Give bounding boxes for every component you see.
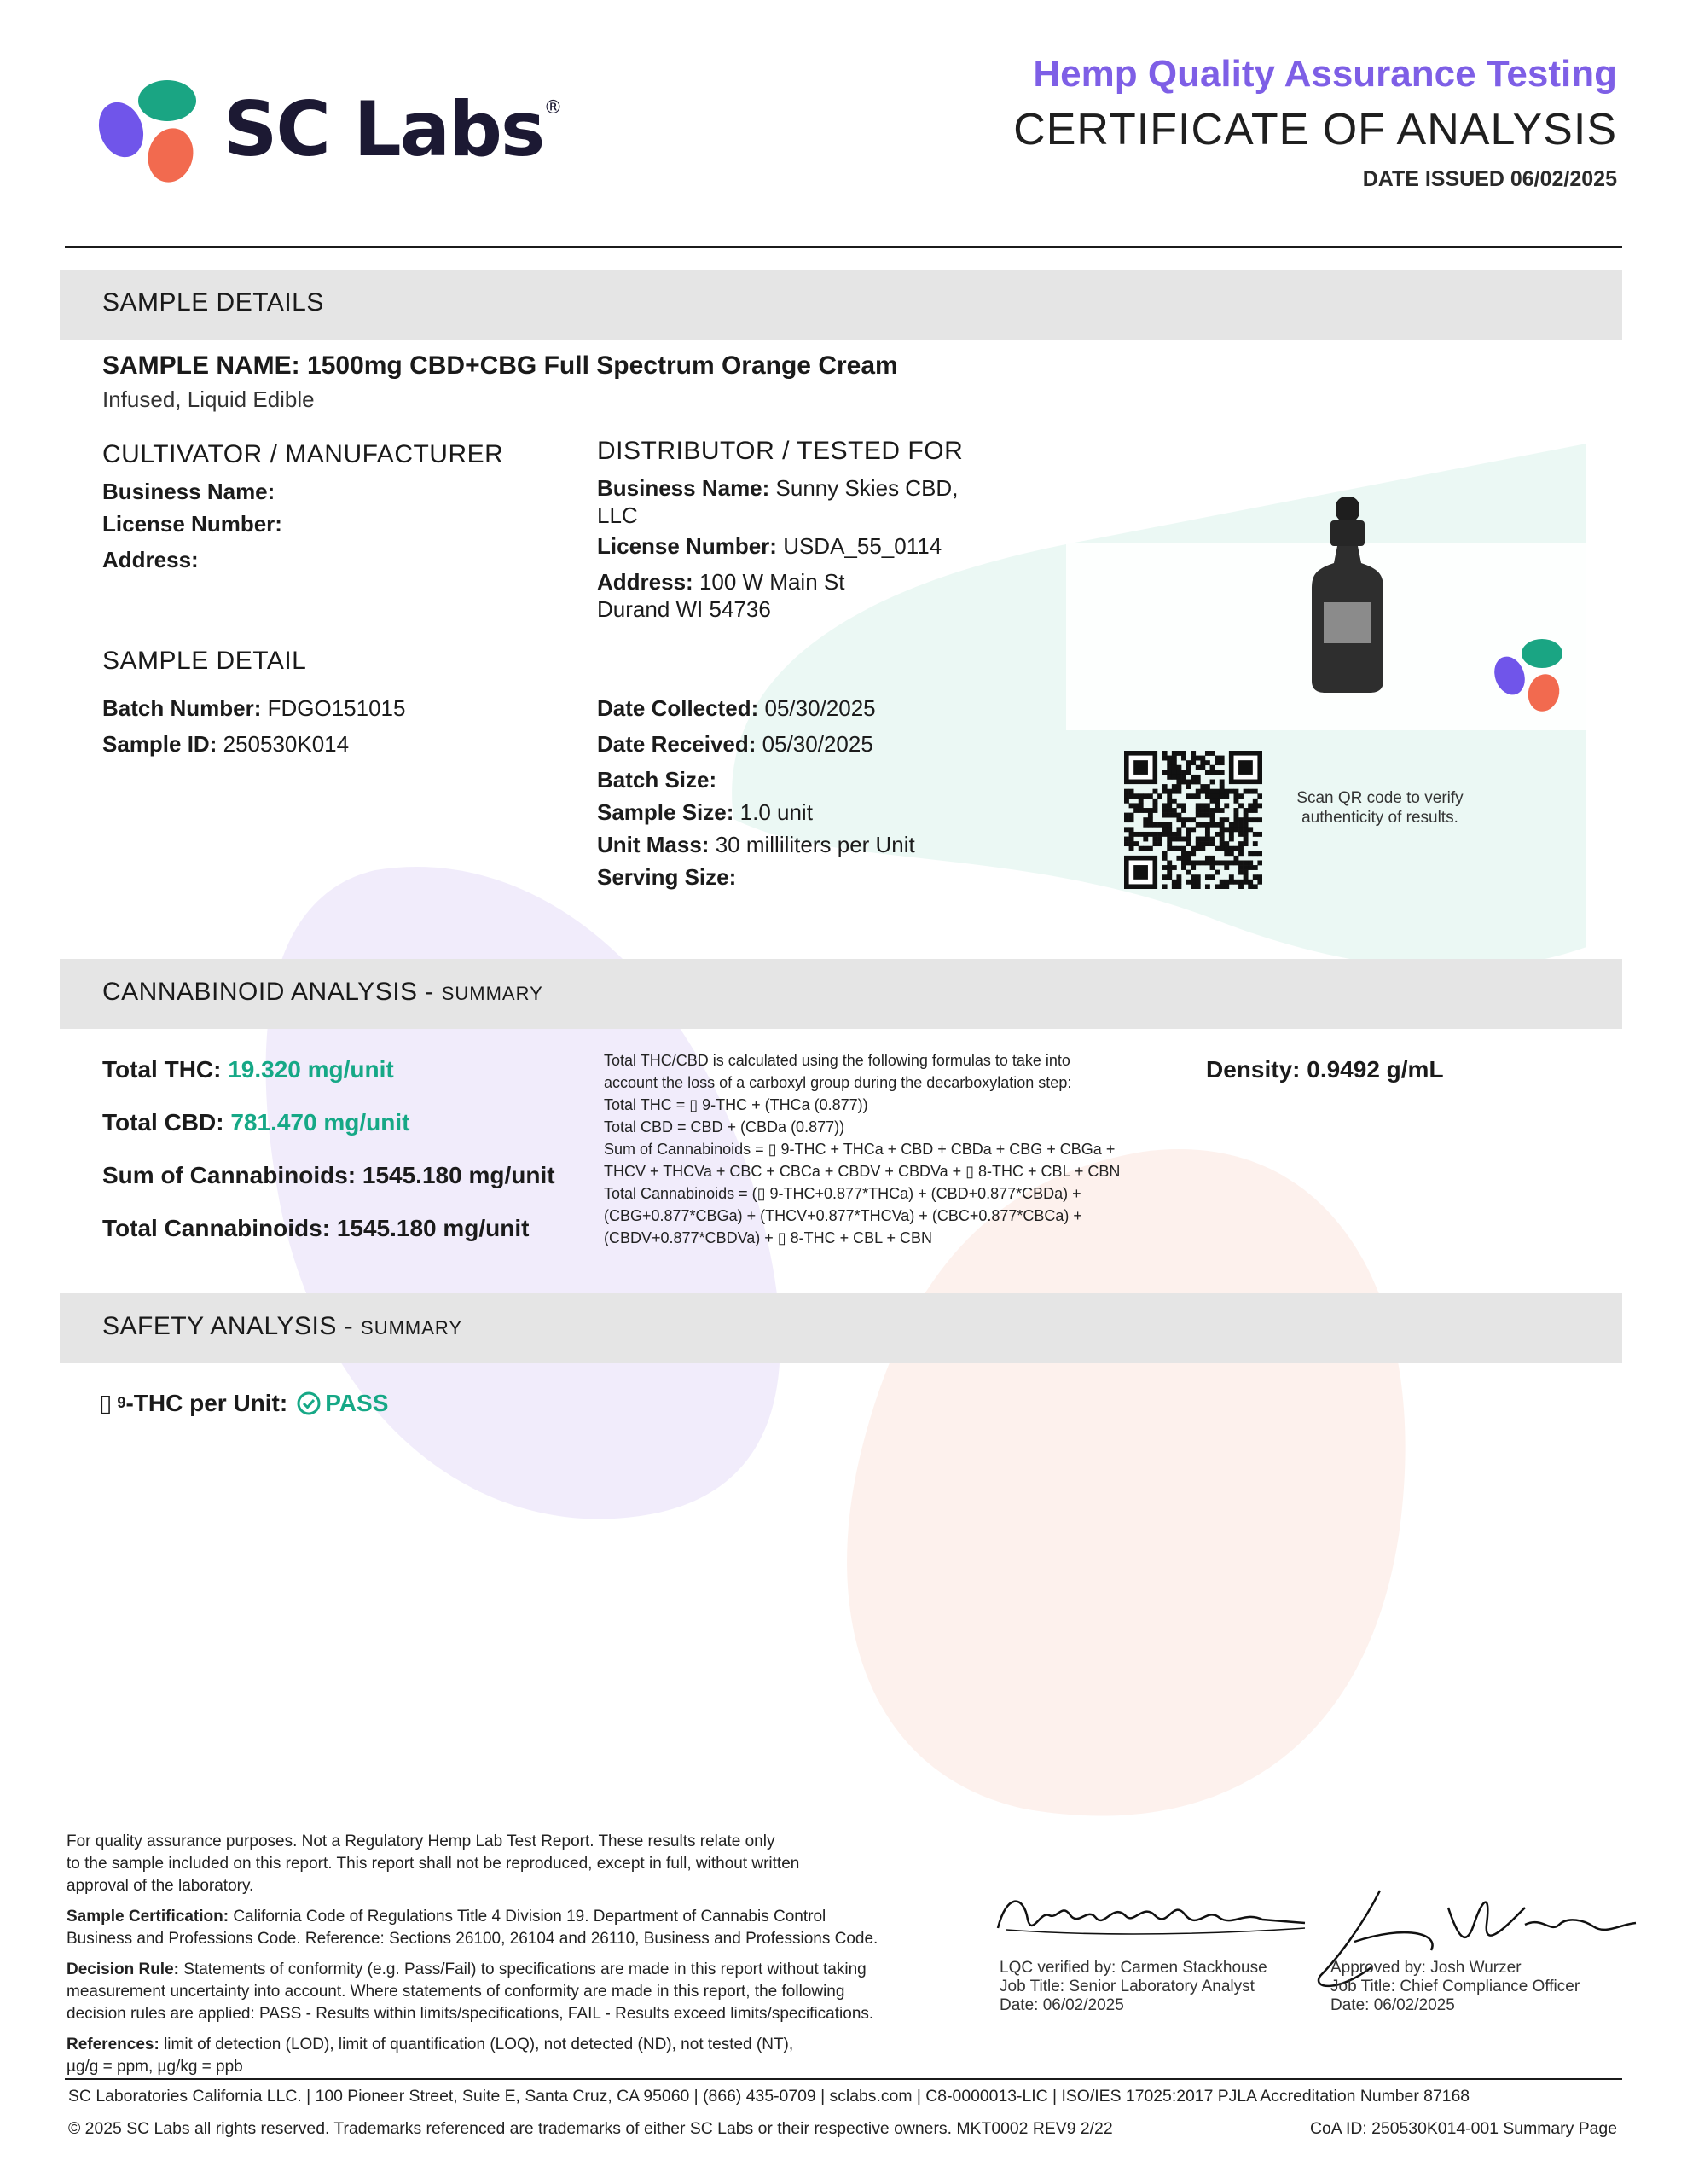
signature-carmen-stackhouse	[989, 1877, 1313, 1954]
decision-rule: Decision Rule: Statements of conformity (e.g. Pass/Fail) to specifications are made in this report without taking measurement uncertainty into account. Where statements of conformity are made in this report, the following decision rules are applied: PASS - Results within limits/specifications, FAIL - Results exceed limits/specifications.	[67, 1960, 874, 2023]
formula-line: account the loss of a carboxyl group during the decarboxylation step:	[604, 1074, 1072, 1091]
product-bottle-image	[1305, 491, 1390, 696]
total-cbd: Total CBD: 781.470 mg/unit	[102, 1109, 410, 1136]
formula-notes	[604, 1049, 1201, 1249]
header-subtitle: Hemp Quality Assurance Testing	[1033, 53, 1617, 95]
cannabinoid-band	[60, 959, 1622, 1029]
header-divider	[65, 246, 1622, 248]
header-title: CERTIFICATE OF ANALYSIS	[1013, 105, 1617, 154]
sum-of-cannabinoids: Sum of Cannabinoids: 1545.180 mg/unit	[102, 1162, 555, 1188]
sample-details-band	[60, 270, 1622, 340]
disclaimer: For quality assurance purposes. Not a Regulatory Hemp Lab Test Report. These results relate only to the sample included on this report. This report shall not be reproduced, except in full, without written approval of the laboratory.	[67, 1833, 800, 1895]
footer-divider	[65, 2078, 1622, 2080]
safety-thc-per-unit: ▯ 9 -THC per Unit: PASS	[99, 1389, 389, 1416]
formula-line: Total THC = ▯ 9-THC + (THCa (0.877))	[604, 1096, 868, 1113]
copyright: © 2025 SC Labs all rights reserved. Trademarks referenced are trademarks of either SC Labs or their respective owners. MKT0002 REV9 2/22	[68, 2119, 1113, 2138]
peach-blob	[847, 1149, 1406, 1815]
logo-wordmark: SC Labs®	[223, 85, 561, 173]
sc-labs-logo-icon	[96, 77, 206, 188]
cannabinoid-title: CANNABINOID ANALYSIS - SUMMARY	[102, 978, 543, 1006]
cultivator-address: Address:	[102, 547, 199, 572]
distributor-license-number: License Number: USDA_55_0114	[597, 533, 942, 559]
qr-caption: Scan QR code to verify authenticity of results.	[1296, 789, 1464, 827]
safety-title: SAFETY ANALYSIS - SUMMARY	[102, 1312, 463, 1340]
signature-left-block: LQC verified by: Carmen Stackhouse Job Title: Senior Laboratory Analyst Date: 06/02/2025	[1000, 1959, 1267, 2014]
batch-number: Batch Number: FDGO151015	[102, 695, 406, 721]
qr-code[interactable]	[1124, 751, 1262, 889]
distributor-address: Address: 100 W Main St Durand WI 54736	[597, 569, 845, 622]
sample-details-title: SAMPLE DETAILS	[102, 288, 324, 317]
formula-line: Total Cannabinoids = (▯ 9-THC+0.877*THCa) + (CBD+0.877*CBDa) +	[604, 1185, 1081, 1202]
date-received: Date Received: 05/30/2025	[597, 731, 873, 757]
batch-size: Batch Size:	[597, 767, 717, 793]
unit-mass: Unit Mass: 30 milliliters per Unit	[597, 832, 915, 857]
sample-type: Infused, Liquid Edible	[102, 386, 315, 412]
formula-line: THCV + THCVa + CBC + CBCa + CBDV + CBDVa + ▯ 8-THC + CBL + CBN	[604, 1163, 1121, 1180]
serving-size: Serving Size:	[597, 864, 737, 890]
safety-band	[60, 1293, 1622, 1363]
sample-size: Sample Size: 1.0 unit	[597, 799, 813, 825]
formula-line: Total THC/CBD is calculated using the following formulas to take into	[604, 1052, 1070, 1069]
pass-result: PASS	[325, 1389, 389, 1416]
formula-line: Sum of Cannabinoids = ▯ 9-THC + THCa + CBD + CBDa + CBG + CBGa +	[604, 1141, 1116, 1158]
signature-right-block: Approved by: Josh Wurzer Job Title: Chief Compliance Officer Date: 06/02/2025	[1330, 1959, 1580, 2014]
formula-line: (CBDV+0.877*CBDVa) + ▯ 8-THC + CBL + CBN	[604, 1229, 933, 1246]
sc-labs-small-logo-icon	[1493, 638, 1569, 715]
date-issued: DATE ISSUED 06/02/2025	[1362, 167, 1617, 191]
cultivator-heading: CULTIVATOR / MANUFACTURER	[102, 440, 504, 468]
coa-id: CoA ID: 250530K014-001 Summary Page	[1309, 2119, 1617, 2138]
sample-detail-heading: SAMPLE DETAIL	[102, 647, 307, 675]
cultivator-license-number: License Number:	[102, 511, 282, 537]
references: References: limit of detection (LOD), limit of quantification (LOQ), not detected (ND), not tested (NT), µg/g = ppm, µg/kg = ppb	[67, 2036, 794, 2076]
formula-line: (CBG+0.877*CBGa) + (THCV+0.877*THCVa) + (CBC+0.877*CBCa) +	[604, 1207, 1082, 1224]
company-info: SC Laboratories California LLC. | 100 Pioneer Street, Suite E, Santa Cruz, CA 95060 | (866) 435-0709 | sclabs.com | C8-0000013-LIC | ISO/IES 17025:2017 PJLA Accreditation Number 87168	[68, 2087, 1470, 2106]
date-collected: Date Collected: 05/30/2025	[597, 695, 876, 721]
pass-check-icon	[296, 1391, 322, 1416]
total-cannabinoids: Total Cannabinoids: 1545.180 mg/unit	[102, 1215, 530, 1241]
distributor-heading: DISTRIBUTOR / TESTED FOR	[597, 437, 964, 465]
cultivator-business-name: Business Name:	[102, 479, 275, 504]
density: Density: 0.9492 g/mL	[1206, 1056, 1444, 1083]
sample-certification: Sample Certification: California Code of Regulations Title 4 Division 19. Department of Cannabis Control Business and Professions Code. Reference: Sections 26100, 26104 and 26110, Business and Professions Code.	[67, 1908, 878, 1948]
sample-name: SAMPLE NAME: 1500mg CBD+CBG Full Spectrum Orange Cream	[102, 351, 898, 380]
total-thc: Total THC: 19.320 mg/unit	[102, 1056, 394, 1083]
sample-id: Sample ID: 250530K014	[102, 731, 350, 757]
footer-notes	[67, 1831, 971, 2078]
formula-line: Total CBD = CBD + (CBDa (0.877))	[604, 1118, 845, 1136]
distributor-business-name: Business Name: Sunny Skies CBD, LLC	[597, 475, 959, 528]
